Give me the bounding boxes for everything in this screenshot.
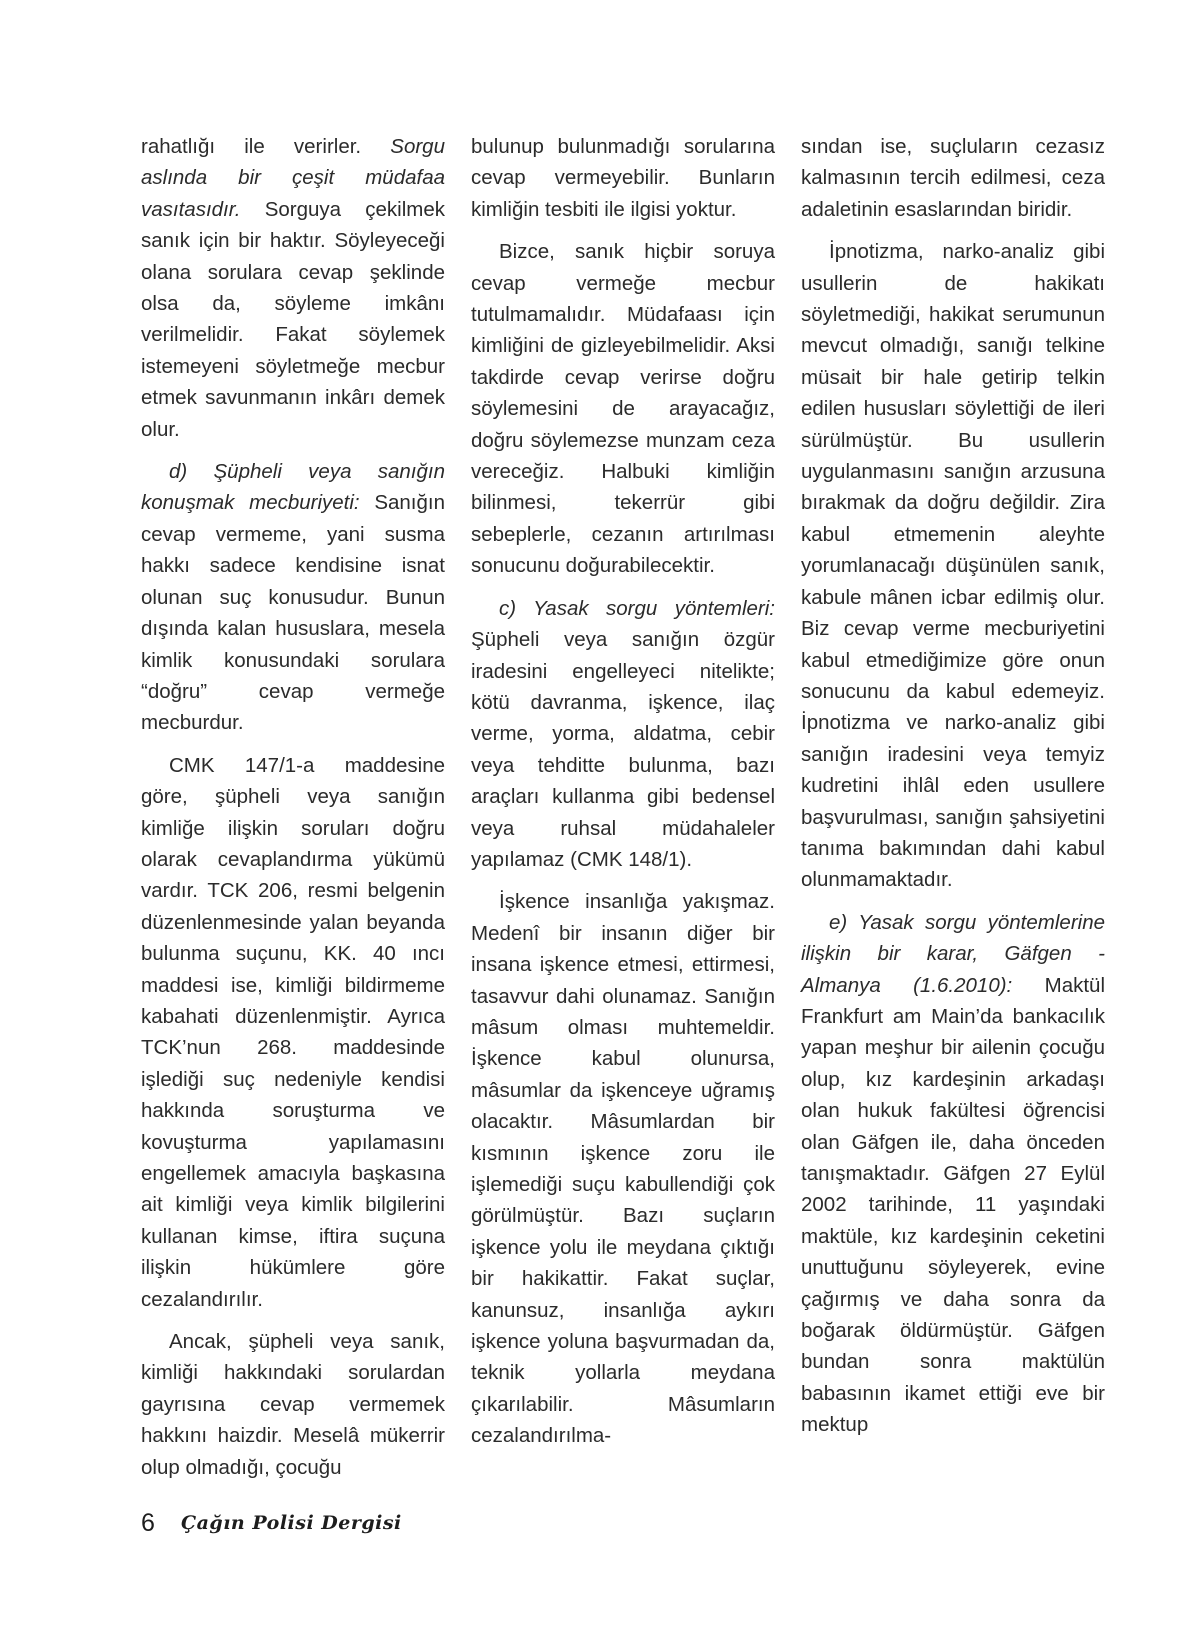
page-footer [141, 1503, 402, 1543]
body-text: Sanığın cevap vermeme, yani susma hakkı sadece kendisine isnat olunan suç konusudur. Bunun dışında kalan hususlara, mesela kimlik konusundaki sorulara “doğru” cevap vermeğe mecburdur. [141, 491, 445, 735]
body-text: CMK 147/1-a maddesine göre, şüpheli veya sanığın kimliğe ilişkin soruları doğru olarak cevaplandırma yükümü vardır. TCK 206, resmi belgenin düzenlenmesinde yalan beyanda bulunma suçunu, KK. 40 ıncı maddesi ise, kimliği bildirmeme kabahati düzenlenmiştir. Ayrıca TCK’nun 268. maddesinde işlediği suç nedeniyle kendisi hakkında soruşturma ve kovuşturma yapılamasını engellemek amacıyla başkasına ait kimliği veya kimlik bilgilerini kullanan kimse, iftira suçuna ilişkin hükümlere göre cezalandırılır. [141, 753, 445, 1311]
body-text: İşkence insanlığa yakışmaz. Medenî bir insanın diğer bir insana işkence etmesi, ettirmesi, tasavvur dahi olunamaz. Sanığın mâsum olması muhtemeldir. İşkence kabul olunursa, mâsumlar da işkenceye uğramış olacaktır. Mâsumlardan bir kısmının işkence zoru ile işlemediği suçu kabullendiği çok görülmüştür. Bazı suçların işkence yolu ile meydana çıktığı bir hakikattir. Fakat suçlar, kanunsuz, insanlığa aykırı işkence yoluna başvurmadan da, teknik yollarla meydana çıkarılabilir. Mâsumların cezalandırılma- [471, 890, 775, 1448]
paragraph [471, 131, 775, 225]
text-column-1 [141, 131, 445, 1494]
paragraph [141, 131, 445, 445]
paragraph [471, 236, 775, 581]
paragraph [801, 907, 1105, 1441]
italic-heading-text: Sorgu aslında bir çeşit müdafaa vasıtasıdır. [141, 135, 445, 221]
journal-name: Çağın Polisi Dergisi [181, 1512, 402, 1534]
paragraph [471, 593, 775, 876]
body-text: Maktül Frankfurt am Main’da bankacılık yapan meşhur bir ailenin çocuğu olup, kız kardeşinin arkadaşı olan hukuk fakültesi öğrencisi olan Gäfgen ile, daha önceden tanışmaktadır. Gäfgen 27 Eylül 2002 tarihinde, 11 yaşındaki maktüle, kız kardeşinin ceketini unuttuğunu söyleyerek, evine çağırmış ve daha sonra da boğarak öldürmüştür. Gäfgen bundan sonra maktülün babasının ikamet ettiği eve bir mektup [801, 973, 1105, 1437]
body-text: Bizce, sanık hiçbir soruya cevap vermeğe mecbur tutulmamalıdır. Müdafaası için kimliğini de gizleyebilmelidir. Aksi takdirde cevap verirse doğru söylemesini de arayacağız, doğru söylemezse munzam ceza vereceğiz. Halbuki kimliğin bilinmesi, tekerrür gibi sebeplerle, cezanın artırılması sonucunu doğurabilecektir. [471, 240, 775, 578]
body-text: Şüpheli veya sanığın özgür iradesini engelleyeci nitelikte; kötü davranma, işkence, ilaç verme, yorma, aldatma, cebir veya tehditte bulunma, bazı araçları kullanma gibi bedensel veya ruhsal müdahaleler yapılamaz (CMK 148/1). [471, 628, 775, 871]
italic-heading-text: e) Yasak sorgu yöntemlerine ilişkin bir karar, Gäfgen - Almanya (1.6.2010): [801, 910, 1105, 997]
body-text: sından ise, suçluların cezasız kalmasının tercih edilmesi, ceza adaletinin esaslarından biridir. [801, 135, 1105, 221]
italic-heading-text: d) Şüpheli veya sanığın konuşmak mecburiyeti: [141, 460, 445, 515]
paragraph [141, 750, 445, 1315]
body-text: Ancak, şüpheli veya sanık, kimliği hakkındaki sorulardan gayrısına cevap vermemek hakkını haizdir. Meselâ mükerrir olup olmadığı, çocuğu [141, 1330, 445, 1479]
paragraph [801, 236, 1105, 896]
body-text: bulunup bulunmadığı sorularına cevap vermeyebilir. Bunların kimliğin tesbiti ile ilgisi yoktur. [471, 135, 775, 221]
paragraph [141, 456, 445, 739]
italic-heading-text: c) Yasak sorgu yöntemleri: [499, 596, 775, 620]
page-number: 6 [141, 1508, 155, 1537]
body-text: rahatlığı ile verirler. [141, 135, 391, 158]
paragraph [141, 1326, 445, 1483]
body-text: Sorguya çekilmek sanık için bir haktır. Söyleyeceği olana sorulara cevap şeklinde olsa da, söyleme imkânı verilmelidir. Fakat söylemek istemeyeni söyletmeğe mecbur etmek savunmanın inkârı demek olur. [141, 197, 445, 441]
paragraph [471, 886, 775, 1451]
paragraph [801, 131, 1105, 225]
body-text: İpnotizma, narko-analiz gibi usullerin de hakikatı söyletmediği, hakikat serumunun mevcut olmadığı, sanığı telkine müsait bir hale getirip telkin edilen hususları söylettiği de ileri sürülmüştür. Bu usullerin uygulanmasını sanığın arzusuna bırakmak da doğru değildir. Zira kabul etmemenin aleyhte yorumlanacağı düşünülen sanık, kabule mânen icbar edilmiş olur. Biz cevap verme mecburiyetini kabul etmediğimize göre onun sonucunu da kabul edemeyiz. İpnotizma ve narko-analiz gibi sanığın iradesini veya temyiz kudretini ihlâl eden usullere başvurulması, sanığın şahsiyetini tanıma bakımından dahi kabul olunmamaktadır. [801, 240, 1105, 892]
text-column-3 [801, 131, 1105, 1452]
text-column-2 [471, 131, 775, 1463]
